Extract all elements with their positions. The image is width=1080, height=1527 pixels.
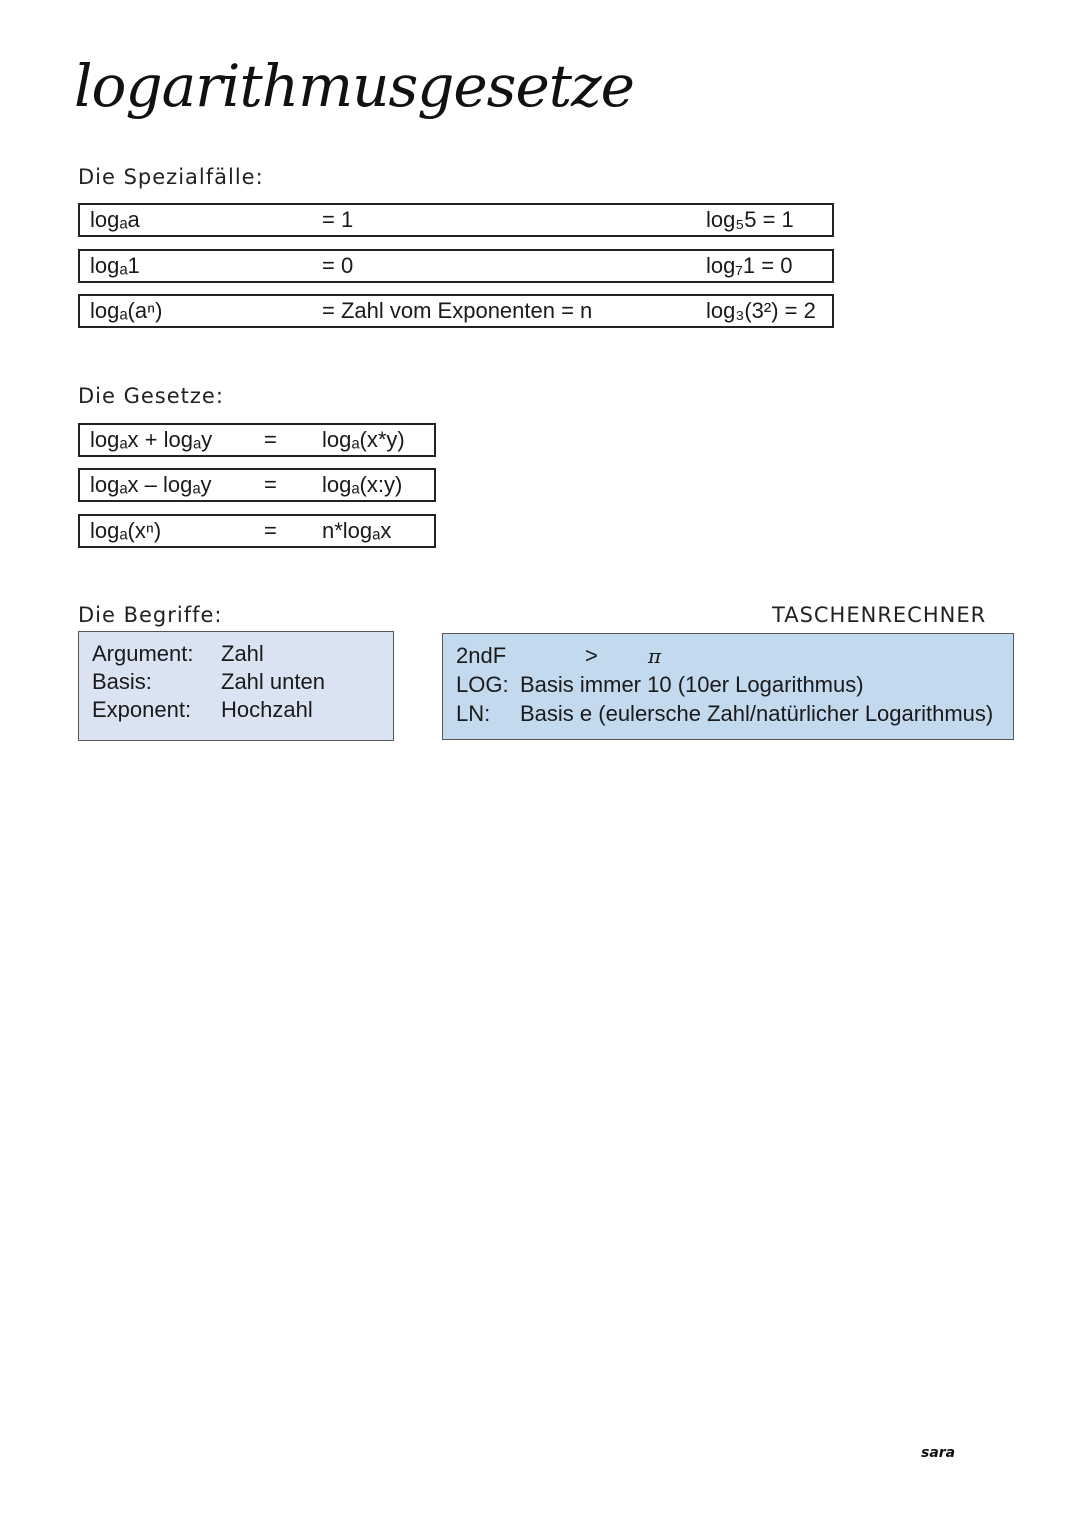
law-equals-sign: =	[264, 427, 277, 452]
term-label: Argument:	[92, 641, 194, 666]
author-signature: sara	[921, 1445, 956, 1461]
special-case-expression: logₐ(aⁿ)	[90, 298, 163, 323]
special-case-row	[78, 249, 834, 283]
arrow-icon: >	[585, 643, 598, 668]
term-label: Basis:	[92, 669, 152, 694]
law-left-side: logₐx – logₐy	[90, 472, 212, 497]
term-meaning: Hochzahl	[221, 697, 313, 722]
calculator-box	[442, 633, 1014, 740]
special-case-row	[78, 294, 834, 328]
special-case-result: = 0	[322, 253, 354, 278]
law-left-side: logₐx + logₐy	[90, 427, 213, 452]
law-equals-sign: =	[264, 518, 277, 543]
special-case-example: log₅5 = 1	[706, 207, 794, 232]
term-label: Exponent:	[92, 697, 192, 722]
special-case-expression: logₐ1	[90, 253, 140, 278]
page-title: logarithmusgesetze	[74, 52, 634, 120]
law-right-side: logₐ(x:y)	[322, 472, 403, 497]
special-case-result: = Zahl vom Exponenten = n	[322, 298, 593, 323]
special-case-example: log₃(3²) = 2	[706, 298, 816, 323]
terms-box	[78, 631, 394, 741]
law-row	[78, 514, 436, 548]
log-description: Basis immer 10 (10er Logarithmus)	[520, 672, 864, 697]
calculator-heading: TASCHENRECHNER	[772, 603, 987, 627]
special-case-result: = 1	[322, 207, 354, 232]
law-left-side: logₐ(xⁿ)	[90, 518, 162, 543]
ln-key: LN:	[456, 701, 491, 726]
log-key: LOG:	[456, 672, 509, 697]
pi-symbol: π	[648, 644, 662, 668]
laws-heading: Die Gesetze:	[78, 384, 224, 408]
special-case-example: log₇1 = 0	[706, 253, 793, 278]
special-case-expression: logₐa	[90, 207, 140, 232]
law-row	[78, 423, 436, 457]
term-meaning: Zahl	[221, 641, 264, 666]
terms-heading: Die Begriffe:	[78, 603, 223, 627]
law-equals-sign: =	[264, 472, 277, 497]
law-row	[78, 468, 436, 502]
ln-description: Basis e (eulersche Zahl/natürlicher Logarithmus)	[520, 701, 994, 726]
term-meaning: Zahl unten	[221, 669, 325, 694]
law-right-side: logₐ(x*y)	[322, 427, 405, 452]
special-cases-heading: Die Spezialfälle:	[78, 165, 264, 189]
special-case-row	[78, 203, 834, 237]
law-right-side: n*logₐx	[322, 518, 392, 543]
second-function-key: 2ndF	[456, 643, 507, 668]
